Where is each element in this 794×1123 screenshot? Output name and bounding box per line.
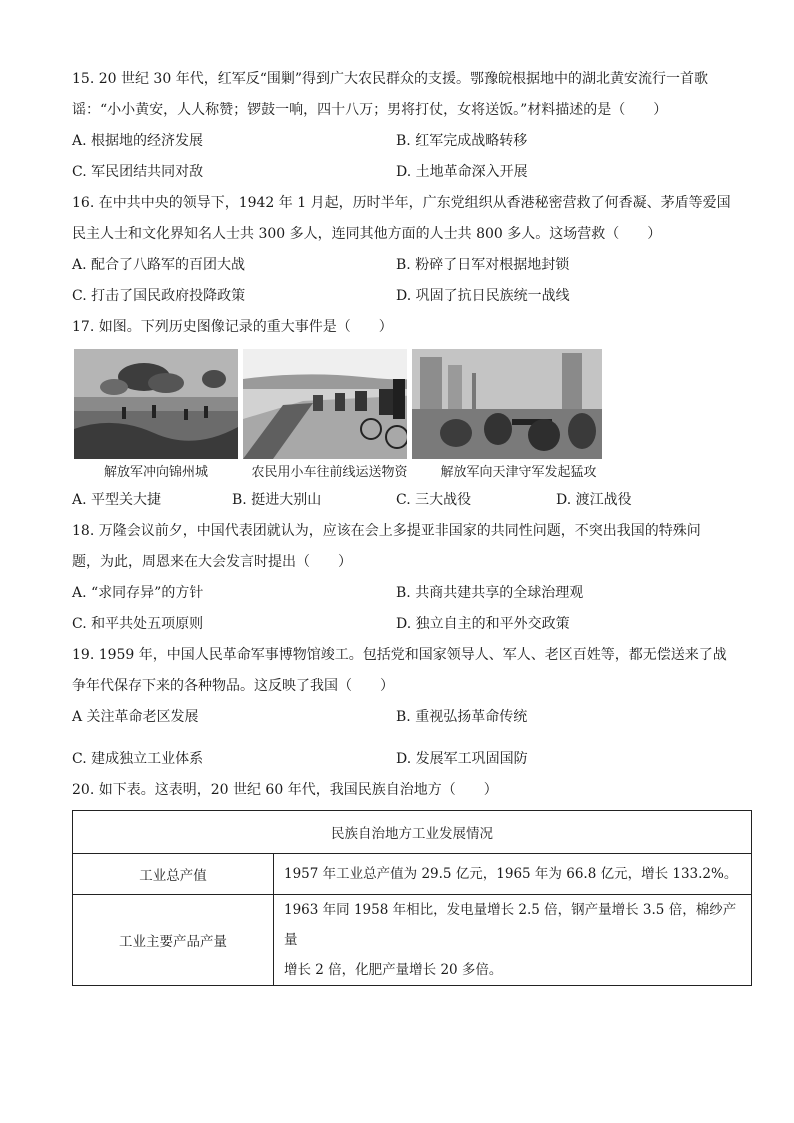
caption-1: 解放军冲向锦州城: [103, 465, 208, 480]
question-18-options: [72, 578, 752, 640]
question-19-stem-line1: 19. 1959 年，中国人民革命军事博物馆竣工。包括党和国家领导人、军人、老区百姓等，都无偿送来了战: [72, 647, 727, 663]
question-18: [72, 516, 752, 640]
history-photos: [74, 349, 752, 459]
table-row: [73, 895, 752, 986]
exam-page: [72, 64, 752, 986]
question-19-options-row1: [72, 702, 752, 733]
photo-wheelbarrow-supplies: [243, 349, 407, 459]
option-a[interactable]: A 关注革命老区发展: [72, 709, 199, 725]
question-17-stem: 17. 如图。下列历史图像记录的重大事件是（ ）: [72, 319, 393, 335]
question-20-stem: 20. 如下表。这表明，20 世纪 60 年代，我国民族自治地方（ ）: [72, 782, 498, 798]
option-b[interactable]: B. 重视弘扬革命传统: [396, 709, 528, 725]
table-row-label: 工业主要产品产量: [73, 895, 274, 986]
question-16-stem-line1: 16. 在中共中央的领导下，1942 年 1 月起，历时半年，广东党组织从香港秘密营救了何香凝、茅盾等爱国: [72, 195, 731, 211]
table-row-label: 工业总产值: [73, 854, 274, 895]
question-16: [72, 188, 752, 312]
option-b[interactable]: B. 挺进大别山: [232, 492, 322, 508]
question-20: [72, 775, 752, 986]
industry-table: [72, 810, 752, 986]
option-a[interactable]: A. 配合了八路军的百团大战: [72, 257, 246, 273]
option-a[interactable]: A. 根据地的经济发展: [72, 133, 204, 149]
option-b[interactable]: B. 红军完成战略转移: [396, 133, 528, 149]
question-16-options: [72, 250, 752, 312]
table-row-value: 1957 年工业总产值为 29.5 亿元，1965 年为 66.8 亿元，增长 133.2%。: [274, 854, 752, 895]
table-title: 民族自治地方工业发展情况: [73, 811, 752, 854]
option-c[interactable]: C. 三大战役: [396, 492, 472, 508]
question-19-stem-line2: 争年代保存下来的各种物品。这反映了我国（ ）: [72, 678, 394, 694]
question-18-stem-line2: 题，为此，周恩来在大会发言时提出（ ）: [72, 554, 352, 570]
option-a[interactable]: A. 平型关大捷: [72, 492, 162, 508]
table-row-value-line2: 增长 2 倍，化肥产量增长 20 多倍。: [284, 962, 503, 978]
question-17: [72, 312, 752, 516]
caption-3: 解放军向天津守军发起猛攻: [440, 465, 597, 480]
option-c[interactable]: C. 军民团结共同对敌: [72, 164, 204, 180]
option-b[interactable]: B. 共商共建共享的全球治理观: [396, 585, 584, 601]
question-16-stem-line2: 民主人士和文化界知名人士共 300 多人，连同其他方面的人士共 800 多人。这场营救（ ）: [72, 226, 662, 242]
option-c[interactable]: C. 和平共处五项原则: [72, 616, 204, 632]
option-d[interactable]: D. 发展军工巩固国防: [396, 751, 528, 767]
photo-captions: [74, 461, 752, 485]
question-17-options: [72, 485, 752, 516]
question-19-options-row2: [72, 744, 752, 775]
question-15-options: [72, 126, 752, 188]
caption-2: 农民用小车往前线运送物资: [251, 465, 408, 480]
question-15: [72, 64, 752, 188]
option-c[interactable]: C. 建成独立工业体系: [72, 751, 204, 767]
question-15-stem-line2: 谣：“小小黄安，人人称赞；锣鼓一响，四十八万；男将打仗，女将送饭。”材料描述的是（ ）: [72, 102, 668, 118]
table-row-value: [274, 895, 752, 986]
question-19: [72, 640, 752, 775]
option-a[interactable]: A. “求同存异”的方针: [72, 585, 204, 601]
option-b[interactable]: B. 粉碎了日军对根据地封锁: [396, 257, 570, 273]
option-d[interactable]: D. 土地革命深入开展: [396, 164, 528, 180]
question-15-stem-line1: 15. 20 世纪 30 年代，红军反“围剿”得到广大农民群众的支援。鄂豫皖根据地中的湖北黄安流行一首歌: [72, 71, 709, 87]
option-d[interactable]: D. 巩固了抗日民族统一战线: [396, 288, 570, 304]
option-d[interactable]: D. 独立自主的和平外交政策: [396, 616, 570, 632]
photo-tianjin-attack: [412, 349, 602, 459]
option-c[interactable]: C. 打击了国民政府投降政策: [72, 288, 246, 304]
table-row-value-line1: 1963 年同 1958 年相比，发电量增长 2.5 倍，钢产量增长 3.5 倍，棉纱产量: [284, 902, 737, 948]
photo-jinzhou-assault: [74, 349, 238, 459]
option-d[interactable]: D. 渡江战役: [556, 492, 632, 508]
table-row: [73, 854, 752, 895]
question-18-stem-line1: 18. 万隆会议前夕，中国代表团就认为，应该在会上多提亚非国家的共同性问题，不突出我国的特殊问: [72, 523, 701, 539]
